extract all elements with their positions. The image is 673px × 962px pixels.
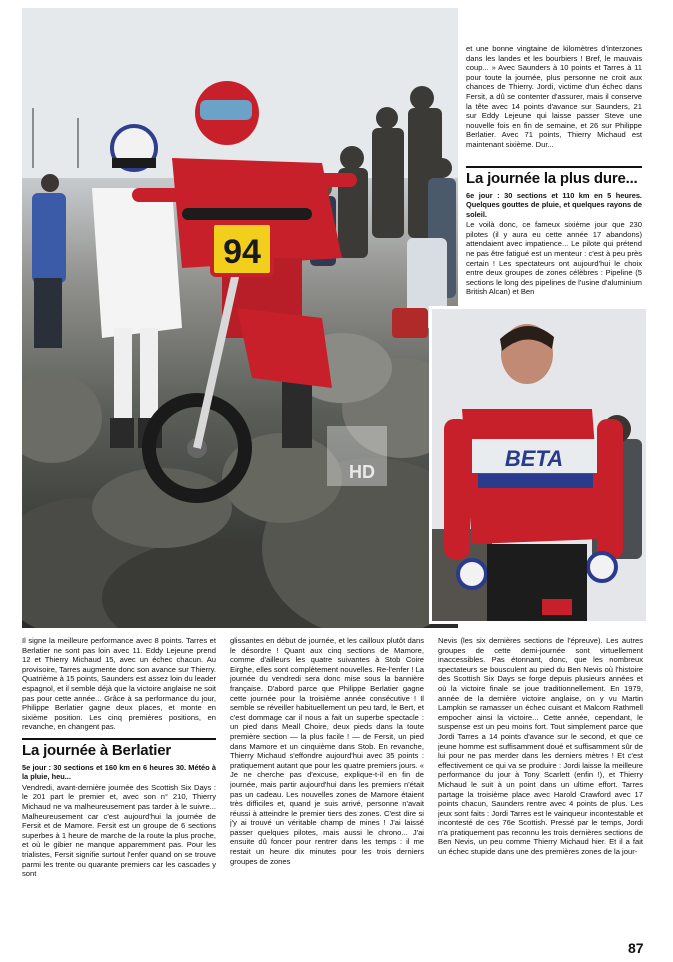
sub-berlatier: 5e jour : 30 sections et 160 km en 6 heures 30. Météo à la pluie, heu... [22,762,216,782]
heading-dure: La journée la plus dure... [466,170,638,187]
col1-intro: Il signe la meilleure performance avec 8 points. Tarres et Berlatier ne sont pas loin avec 11. Eddy Lejeune prend 12 et Thierry Michaud 15, avec un échec chacun. Au provisoire, Tarres augmente donc son avance sur Thierry. Quatrième à 15 points, Saunders est assez loin du leader espagnol, et il semble déjà que la victoire anglaise ne soit pas pour cette année... Grâce à sa performance du jour, Philippe Berlatier gagne deux places, et monte en sixième position. Les cinq premières positions, en revanche, en changent pas. [22,636,216,732]
jersey-text: BETA [504,446,564,471]
column-1 [22,636,216,946]
main-photo [22,8,458,628]
trial-rider-illustration [22,8,458,628]
col2-body: glissantes en début de journée, et les cailloux plutôt dans le désordre ! Quant aux cinq sections de Mamore, comme d'ailleurs les quatre suivantes à Stob Coire Eirghe, elles sont complètement nouvelles. Re-l'enfer ! La journée du vendredi sera donc mise sous la bannière française. D'abord parce que Philippe Berlatier gagne cette journée pour la troisième année consécutive ! Il semble se réveiller habituellement un peu tard, le Bert, et c'est dommage car il nous a fait un superbe spectacle : un pied dans Meall Choire, deux pieds dans la toute première section — la plus facile ! — de Fersit, un pied dans Mamore et un cinquième dans Stob. En revanche, Thierry Michaud s'effondre aujourd'hui avec 35 points : pratiquement autant que pour les quatre premiers jours. « Je ne cherche pas d'excuse, explique-t-il en fin de journée, mais partir aujourd'hui dans les premiers n'était pas un cadeau. Les nouvelles zones de Mamore étaient très difficiles et, quand je suis arrivé, personne n'avait réussi à atteindre le premier tiers des zones. C'est dire si j'y ai trouvé un véritable champ de mines ! J'ai laissé passer quelques pilotes, mais aussi le chrono... J'ai ensuite dû foncer pour rentrer dans les temps : il me restait un heure dix minutes pour les trois derniers groupes de zones [230,636,424,866]
inset-photo [429,306,649,624]
col1-body: Vendredi, avant-dernière journée des Scottish Six Days : le 201 part le premier et, avec son n° 210, Thierry Michaud ne va malheureusement pas tarder à le suivre... Malheureusement car c'est aujourd'hui la journée de Fersit et de Mamore. Fersit est un groupe de 6 sections superbes à 1 heure de marche de la route la plus proche, et où le gibier ne manque apparemment pas. Pour les trialistes, Fersit signifie surtout l'enfer quand on se trouve parmi les trente ou quarante premiers car les cascades y sont [22,782,216,879]
section-rule [22,738,216,740]
section-rule [466,166,642,168]
text-dure: Le voilà donc, ce fameux sixième jour que 230 pilotes (il y aura eu cette année 17 abandons) attendaient avec impatience... Le pilote qui prétend ne pas être fatigué est un menteur : c'est à peu près certain ! Les spectateurs ont aujourd'hui le choix entre deux groupes de zones célèbres : Pipeline (5 sections le long des pipelines de l'usine d'aluminium British Alcan) et Ben [466,220,642,297]
rider-portrait-illustration [432,309,646,621]
page-number: 87 [628,940,644,956]
col3-body: Nevis (les six dernières sections de l'épreuve). Les autres groupes de cette demi-journée sont virtuellement inaccessibles. Pas étonnant, donc, que les nombreux spectateurs se bousculent au pied du Ben Nevis où l'histoire des Scottish Six Days se forge depuis plusieurs années et où la victoire finale se joue traditionnellement. En 1979, année de la dernière victoire anglaise, on y vu Martin Lampkin se ramasser un échec cuisant et Malcom Rathmell empocher ainsi la victoire... Cette année, cependant, le suspense est un peu moins fort. Tout simplement parce que Jordi Tarres a 14 points d'avance sur le second, et que ce jeune homme est suffisamment doué et suffisamment sûr de lui pour ne pas merder dans les derniers mètres ! Et c'est effectivement ce qui va se produire : Jordi laisse la meilleure performance du jour à Tony Scarlett (enfin !), et Thierry Michaud le suit à un point dans un ultime effort. Tarres partage la troisième place avec Harold Crawford avec 17 points chacun, Saunders rentre avec 4 points de plus. Les jeux sont faits : Jordi Tarres est le vainqueur incontestable et incontesté de ces 76e Scottish. Pressé par le temps, Jordi n'a pratiquement pas reconnu les trois dernières sections de Ben Nevis, un peu comme Thierry Michaud hier. Et il a fait un échec stupide dans une des premières zones de la jour- [438,636,643,857]
watermark-text: HD [349,462,375,482]
section-dure [466,166,642,304]
heading-berlatier: La journée à Berlatier [22,741,171,759]
column-2 [230,636,424,946]
top-right-column [466,44,642,164]
column-3 [438,636,643,946]
sub-dure: 6e jour : 30 sections et 110 km en 5 heures. Quelques gouttes de pluie, et quelques rayons de soleil. [466,191,642,219]
plate-number: 94 [223,233,261,271]
top-right-text: et une bonne vingtaine de kilomètres d'interzones dans les landes et les bourbiers ! Bref, le mauvais coup... » Avec Saunders à 10 points et Tarres à 11 pour toute la journée, plus personne ne croit aux chances de Thierry. Jordi, victime d'un échec dans Fersit, a dû se contenter d'assurer, mais il conserve la tête avec 14 points d'avance sur Saunders, 21 sur Eddy Lejeune qui laisse passer Steve une nouvelle fois en fin de semaine, et 26 sur Philippe Berlatier. Avec 71 points, Thierry Michaud est maintenant sixième. Dur... [466,44,642,149]
